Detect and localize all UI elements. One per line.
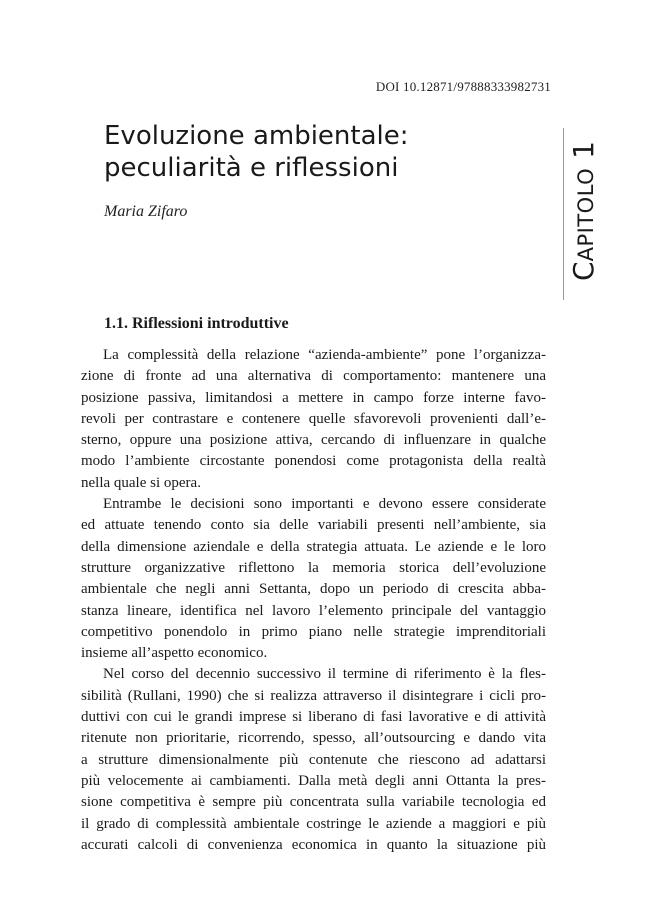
text-line: più velocemente ai cambiamenti. Dalla metà degli anni Ottanta la pres- [81,772,546,789]
text-line: ed attuate tenendo conto sia delle variabili presenti nell’ambiente, sia [81,517,546,534]
text-line: sterno, oppure una posizione attiva, cercando di influenzare in qualche [81,432,546,449]
text-line: strutture organizzative riflettono la memoria storica dell’evoluzione [81,559,546,576]
doi-identifier: DOI 10.12871/97888333982731 [375,79,551,94]
section-heading: 1.1. Riflessioni introduttive [104,315,289,332]
text-line: ritenute non prioritarie, ricorrendo, spesso, all’outsourcing e dando vita [81,730,546,747]
chapter-title [104,120,504,184]
text-line: zione di fronte ad una alternativa di comportamento: mantenere una [81,368,546,385]
author-name: Maria Zifaro [104,203,188,220]
text-line: a strutture dimensionalmente più contenute che riescono ad adattarsi [81,751,546,768]
text-line: della dimensione aziendale e della strategia attuata. Le aziende e le loro [81,538,546,555]
text-line: posizione passiva, limitandosi a mettere in campo forze interne favo- [81,389,546,406]
text-line: revoli per contrastare e contenere quelle sfavorevoli provenienti dall’e- [81,410,546,427]
chapter-title-line-2: peculiarità e riflessioni [104,153,399,183]
text-line: Nel corso del decennio successivo il termine di riferimento è la fles- [103,666,546,683]
text-line: accurati calcoli di convenienza economica in quanto la situazione più [81,836,546,853]
chapter-title-line-1: Evoluzione ambientale: [104,121,409,151]
chapter-number: 1 [567,141,600,159]
text-line: stanza lineare, identifica nel lavoro l’elemento principale del vantaggio [81,602,546,619]
chapter-label [564,121,604,301]
text-line: duttivi con cui le grandi imprese si liberano di fasi lavorative e di attività [81,709,546,726]
text-line: Entrambe le decisioni sono importanti e devono essere considerate [103,496,546,513]
chapter-label-word: APITOLO [574,167,598,262]
text-line: nella quale si opera. [81,474,201,491]
text-line: il grado di complessità ambientale costringe le aziende a maggiori e più [81,815,546,832]
text-line: insieme all’aspetto economico. [81,645,268,662]
chapter-label-initial: C [567,261,600,281]
text-line: ambientale che negli anni Settanta, dopo un periodo di crescita abba- [81,581,546,598]
text-line: La complessità della relazione “azienda-ambiente” pone l’organizza- [103,347,546,363]
text-line: sibilità (Rullani, 1990) che si realizza attraverso il disintegrare i cicli pro- [81,687,546,704]
text-line: modo l’ambiente circostante ponendosi come protagonista della realtà [81,453,546,470]
text-line: sione competitiva è sempre più concentrata sulla variabile tecnologia ed [81,794,546,811]
text-line: competitivo ponendolo in primo piano nelle strategie imprenditoriali [81,623,546,640]
body-text [81,345,546,856]
